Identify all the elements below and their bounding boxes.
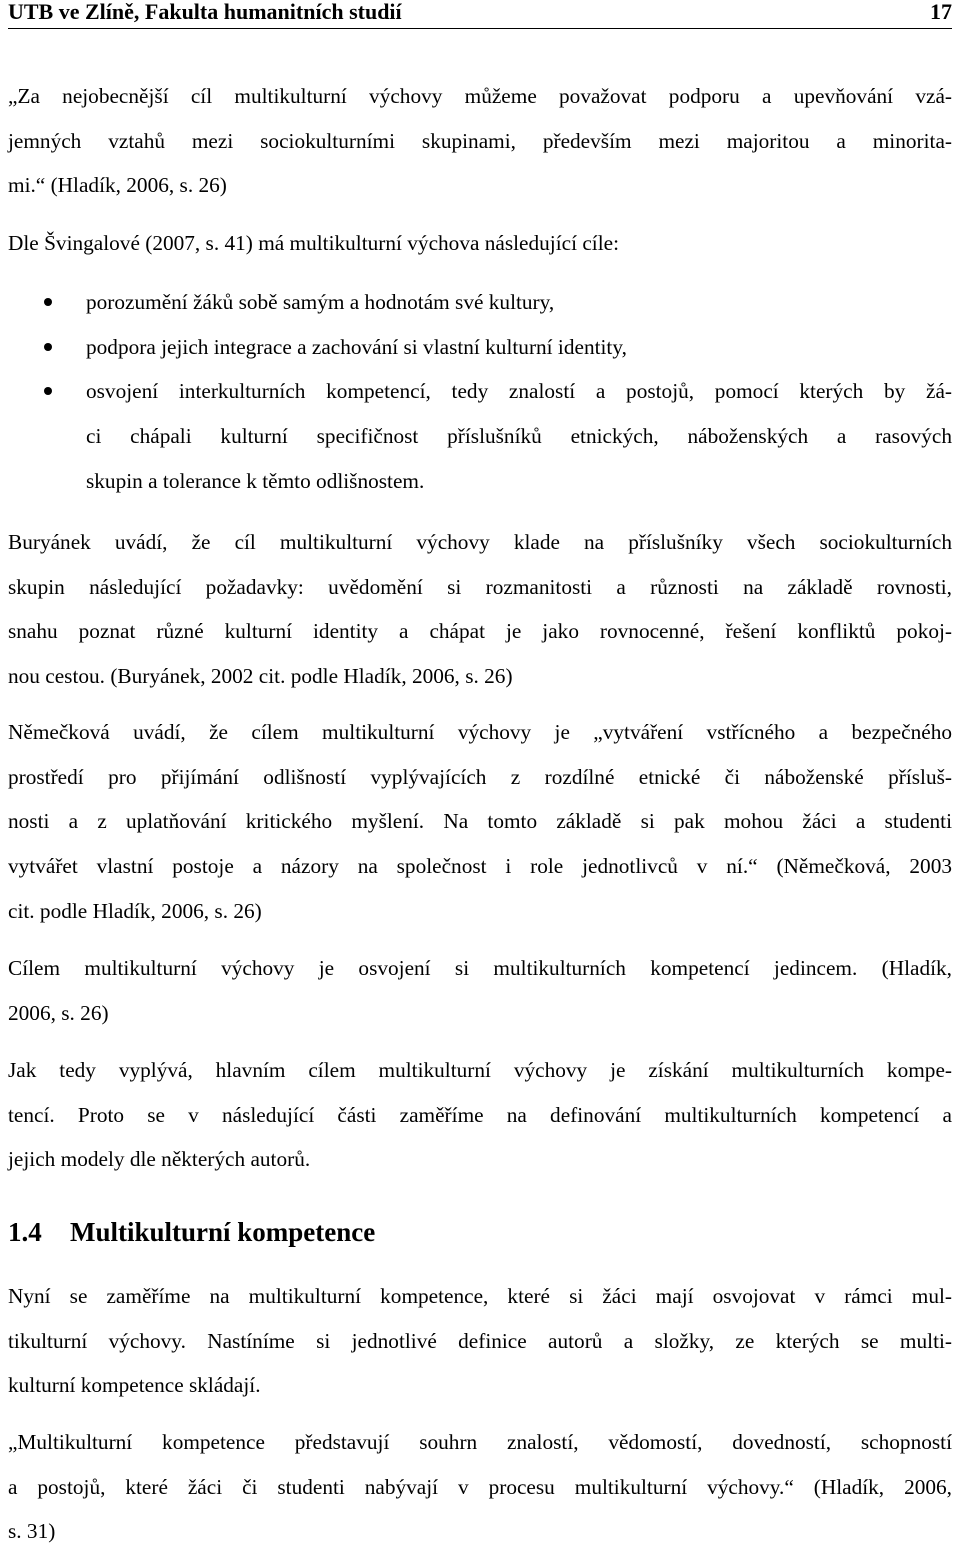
text-line: skupin následující požadavky: uvědomění si rozmanitosti a různosti na základě rovnosti, — [8, 574, 952, 599]
text-line: prostředí pro přijímání odlišností vyplývajících z rozdílné etnické či náboženské přísluš- — [8, 764, 952, 789]
list-item — [0, 369, 952, 503]
text-line: ci chápali kulturní specifičnost příslušníků etnických, náboženských a rasových — [86, 424, 952, 449]
text-line: podpora jejich integrace a zachování si vlastní kulturní identity, — [86, 334, 627, 359]
section-number: 1.4 — [8, 1217, 42, 1247]
text-line: „Za nejobecnější cíl multikulturní výchovy můžeme považovat podporu a upevňování vzá- — [8, 84, 952, 108]
page-number: 17 — [930, 0, 952, 24]
text-line: snahu poznat různé kulturní identity a chápat je jako rovnocenné, řešení konfliktů pokoj- — [8, 619, 952, 644]
text-line: cit. podle Hladík, 2006, s. 26) — [8, 898, 262, 923]
text-line: 2006, s. 26) — [8, 1000, 109, 1025]
text-line: a postojů, které žáci či studenti nabývají v procesu multikulturní výchovy.“ (Hladík, 2006, — [8, 1474, 952, 1499]
text-line: Buryánek uvádí, že cíl multikulturní výchovy klade na příslušníky všech sociokulturních — [8, 530, 952, 554]
text-line: jejich modely dle některých autorů. — [8, 1147, 311, 1172]
text-line: tencí. Proto se v následující části zaměříme na definování multikulturních kompetencí a — [8, 1102, 952, 1127]
text-line: tikulturní výchovy. Nastíníme si jednotlivé definice autorů a složky, ze kterých se multi- — [8, 1328, 952, 1353]
text-line: Jak tedy vyplývá, hlavním cílem multikulturní výchovy je získání multikulturních kompe- — [8, 1058, 952, 1082]
text-line: vytvářet vlastní postoje a názory na společnost i role jednotlivců v ní.“ (Němečková, 2003 — [8, 854, 952, 879]
text-line: jemných vztahů mezi sociokulturními skupinami, především mezi majoritou a minorita- — [8, 128, 952, 153]
list-item — [0, 325, 952, 370]
text-line: nosti a z uplatňování kritického myšlení. Na tomto základě si pak mohou žáci a studenti — [8, 809, 952, 834]
text-line: skupin a tolerance k těmto odlišnostem. — [86, 468, 425, 493]
paragraph-quote-hladik — [8, 74, 952, 208]
paragraph-svingalova — [8, 221, 952, 266]
paragraph-jak-tedy — [8, 1048, 952, 1182]
paragraph-definition-quote — [8, 1420, 952, 1554]
text-line: mi.“ (Hladík, 2006, s. 26) — [8, 173, 227, 198]
bullet-icon — [44, 298, 52, 306]
goals-bullet-list — [0, 280, 960, 503]
text-line: nou cestou. (Buryánek, 2002 cit. podle Hladík, 2006, s. 26) — [8, 664, 513, 689]
section-heading — [8, 1212, 375, 1252]
running-header — [8, 0, 952, 29]
text-line: Nyní se zaměříme na multikulturní kompetence, které si žáci mají osvojovat v rámci mul- — [8, 1284, 952, 1308]
text-line: kulturní kompetence skládají. — [8, 1373, 261, 1398]
text-line: Dle Švingalové (2007, s. 41) má multikulturní výchova následující cíle: — [8, 231, 619, 255]
text-line: „Multikulturní kompetence představují souhrn znalostí, vědomostí, dovedností, schopností — [8, 1430, 952, 1454]
paragraph-nemeckova — [8, 710, 952, 933]
text-line: porozumění žáků sobě samým a hodnotám své kultury, — [86, 290, 555, 314]
section-title: Multikulturní kompetence — [70, 1217, 376, 1247]
text-line: Němečková uvádí, že cílem multikulturní výchovy je „vytváření vstřícného a bezpečného — [8, 720, 952, 744]
bullet-icon — [44, 343, 52, 351]
bullet-icon — [44, 387, 52, 395]
text-line: Cílem multikulturní výchovy je osvojení si multikulturních kompetencí jedincem. (Hladík, — [8, 956, 952, 980]
header-title: UTB ve Zlíně, Fakulta humanitních studií — [8, 0, 402, 24]
paragraph-nyni — [8, 1274, 952, 1408]
text-line: s. 31) — [8, 1519, 56, 1544]
paragraph-buryanek — [8, 520, 952, 699]
text-line: osvojení interkulturních kompetencí, tedy znalostí a postojů, pomocí kterých by žá- — [86, 379, 952, 404]
list-item — [0, 280, 952, 325]
paragraph-cilem — [8, 946, 952, 1035]
